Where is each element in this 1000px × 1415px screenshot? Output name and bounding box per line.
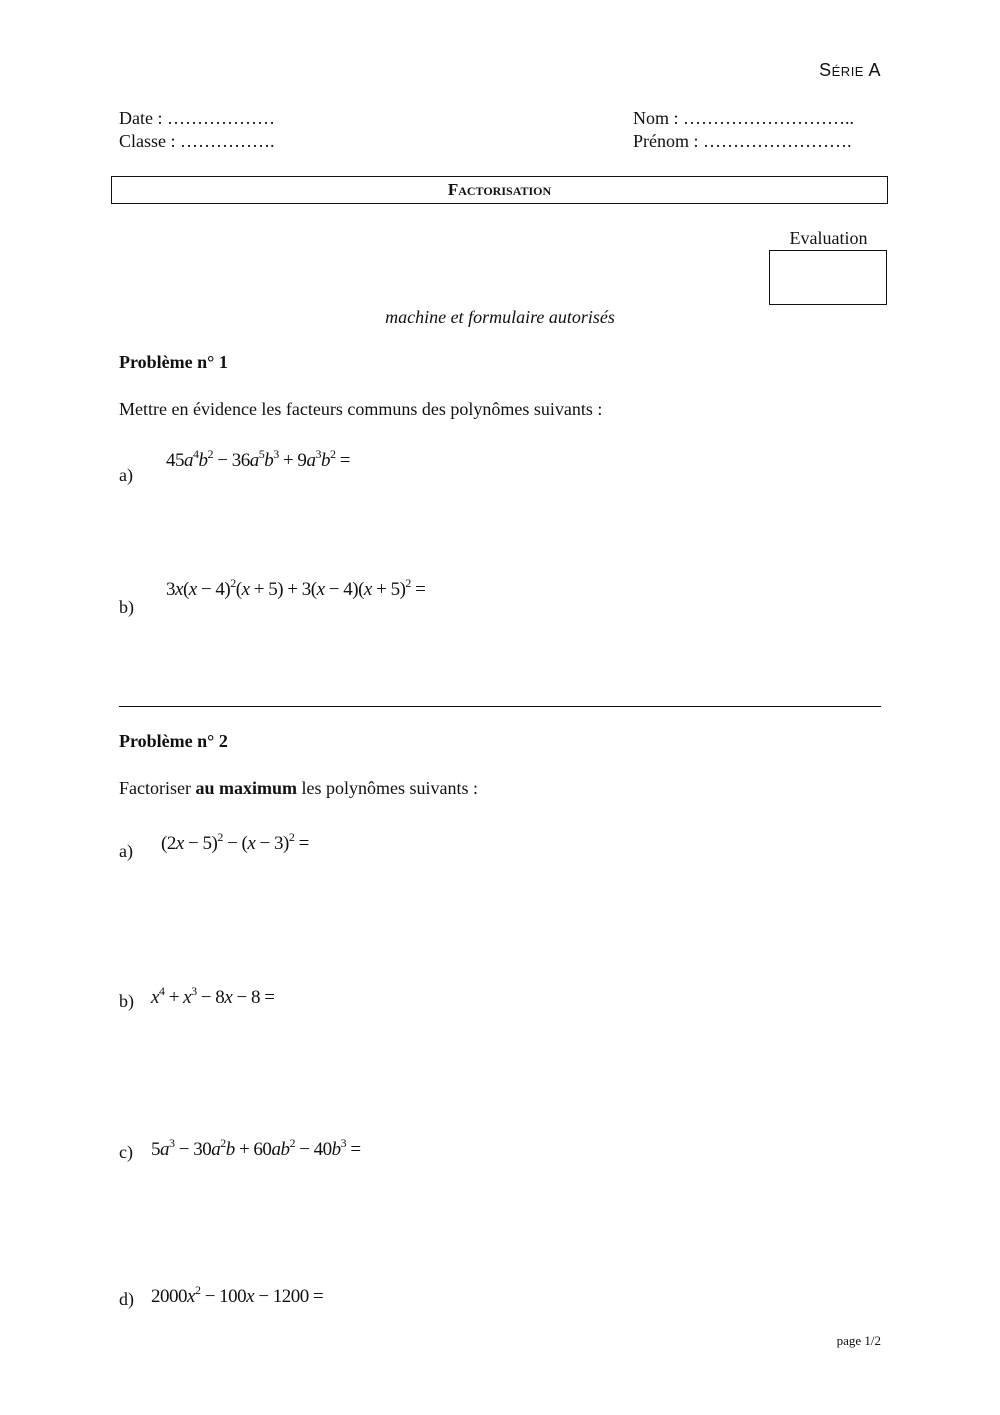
evaluation-box <box>769 250 887 305</box>
problem-1-item-b-label: b) <box>119 597 134 617</box>
problem-2-item-a-label: a) <box>119 841 133 861</box>
problem-1-heading: Problème n° 1 <box>119 352 228 372</box>
subtitle: machine et formulaire autorisés <box>385 307 615 327</box>
problem-2-item-a-expression: $(2x - 5)^2 - (x - 3)^2$ = <box>161 830 309 854</box>
problem-2-instruction-emphasis: au maximum <box>195 778 297 798</box>
problem-2-item-c-expression: $5a^3 - 30a^2b + 60ab^2 - 40b^3$ = <box>151 1136 361 1160</box>
page-number: page 1/2 <box>836 1333 881 1348</box>
problem-1-item-a-label: a) <box>119 465 133 485</box>
name-field: Nom : ……………………….. <box>633 108 855 128</box>
firstname-field: Prénom : ……………………. <box>633 131 852 151</box>
problem-1-instruction: Mettre en évidence les facteurs communs des polynômes suivants : <box>119 399 603 419</box>
evaluation-label: Evaluation <box>789 228 868 248</box>
problem-1-item-b-expression: $3x(x - 4)^2(x + 5) + 3(x - 4)(x + 5)^2$ = <box>166 576 426 600</box>
problem-2-item-b-expression: $x^4 + x^3 - 8x - 8$ = <box>151 984 275 1008</box>
serie-label: Série A <box>819 60 881 80</box>
document-title: Factorisation <box>111 176 888 204</box>
problem-2-instruction-end: les polynômes suivants : <box>301 778 478 798</box>
problem-2-item-d-expression: $2000x^2 - 100x - 1200$ = <box>151 1283 324 1307</box>
section-divider <box>119 706 881 707</box>
problem-2-instruction <box>119 778 478 799</box>
problem-2-item-b-label: b) <box>119 991 134 1011</box>
class-field: Classe : ……………. <box>119 131 275 151</box>
problem-2-instruction-start: Factoriser <box>119 778 191 798</box>
problem-1-item-a-expression: $45a^4b^2 - 36a^5b^3 + 9a^3b^2$ = <box>166 447 350 471</box>
problem-2-heading: Problème n° 2 <box>119 731 228 751</box>
date-field: Date : ……………… <box>119 108 275 128</box>
problem-2-item-c-label: c) <box>119 1142 133 1162</box>
problem-2-item-d-label: d) <box>119 1289 134 1309</box>
